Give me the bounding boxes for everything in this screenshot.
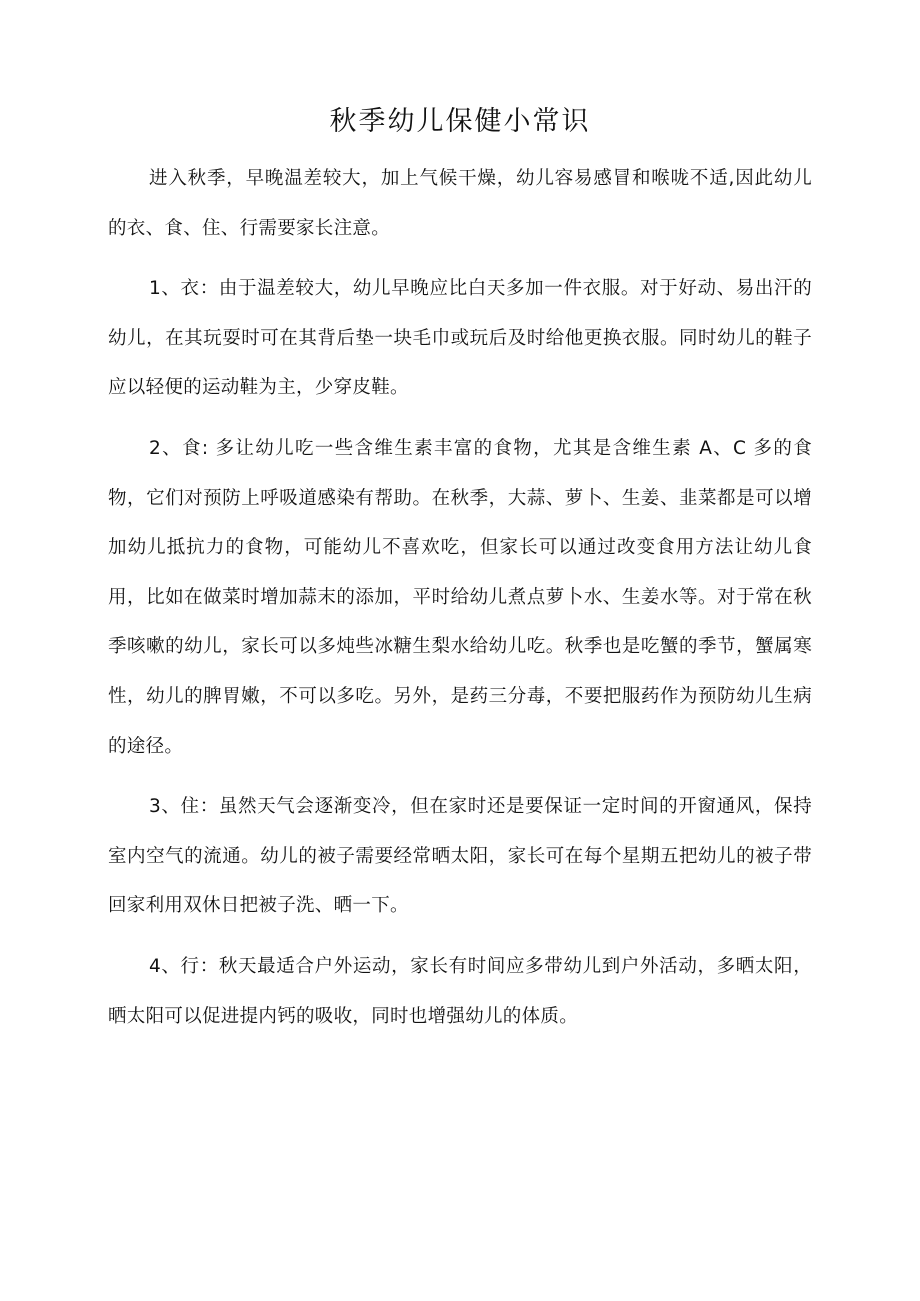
paragraph-housing: 3、住：虽然天气会逐渐变冷，但在家时还是要保证一定时间的开窗通风，保持室内空气的流通。幼儿的被子需要经常晒太阳，家长可在每个星期五把幼儿的被子带回家利用双休日把被子洗、晒一下。 xyxy=(108,796,812,917)
document-title: 秋季幼儿保健小常识 xyxy=(329,106,591,137)
paragraph-activity: 4、行：秋天最适合户外运动，家长有时间应多带幼儿到户外活动，多晒太阳，晒太阳可以促进提内钙的吸收，同时也增强幼儿的体质。 xyxy=(108,955,812,1027)
document-body xyxy=(108,154,812,1052)
paragraph-food: 2、食: 多让幼儿吃一些含维生素丰富的食物，尤其是含维生素 A、C 多的食物，它们对预防上呼吸道感染有帮助。在秋季，大蒜、萝卜、生姜、韭菜都是可以增加幼儿抵抗力的食物，可能幼儿不喜欢吃，但家长可以通过改变食用方法让幼儿食用，比如在做菜时增加蒜末的添加，平时给幼儿煮点萝卜水、生姜水等。对于常在秋季咳嗽的幼儿，家长可以多炖些冰糖生梨水给幼儿吃。秋季也是吃蟹的季节，蟹属寒性，幼儿的脾胃嫩，不可以多吃。另外，是药三分毒，不要把服药作为预防幼儿生病的途径。 xyxy=(108,437,812,757)
paragraph-intro: 进入秋季，早晚温差较大，加上气候干燥，幼儿容易感冒和喉咙不适,因此幼儿的衣、食、住、行需要家长注意。 xyxy=(108,168,812,239)
paragraph-clothing: 1、衣：由于温差较大，幼儿早晚应比白天多加一件衣服。对于好动、易出汗的幼儿，在其玩耍时可在其背后垫一块毛巾或玩后及时给他更换衣服。同时幼儿的鞋子应以轻便的运动鞋为主，少穿皮鞋。 xyxy=(108,278,812,399)
